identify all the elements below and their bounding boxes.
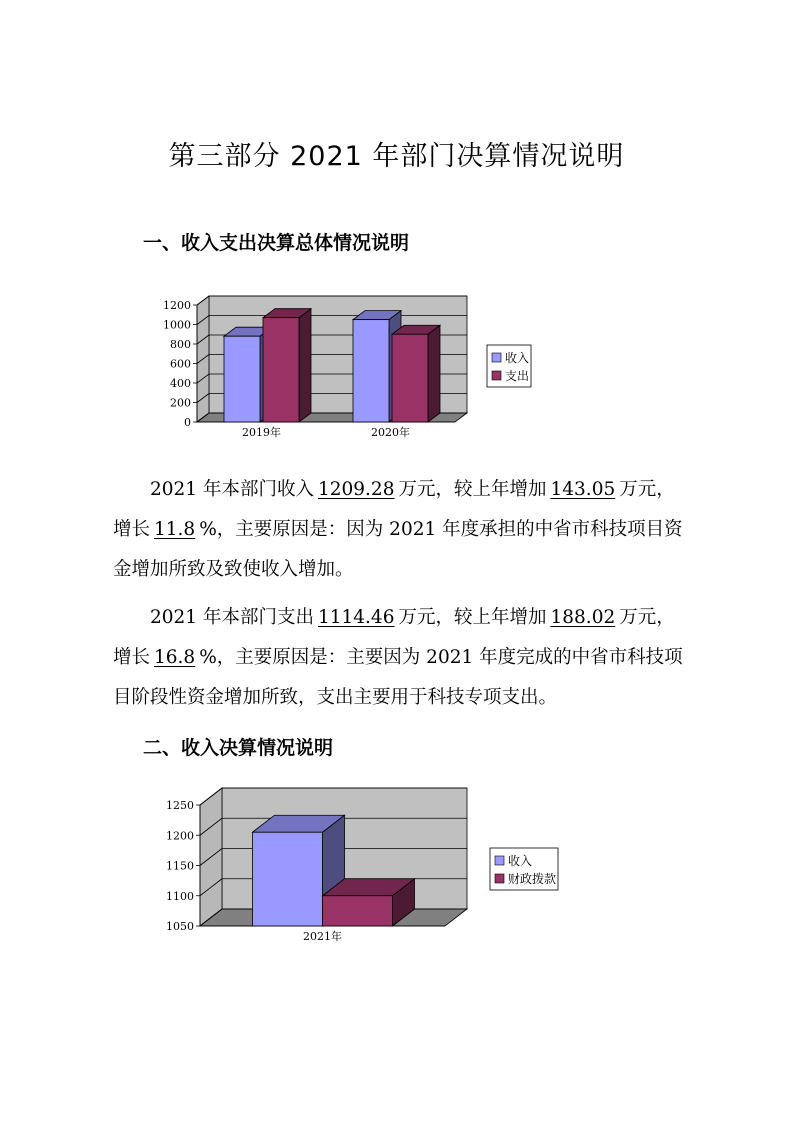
- x-tick-label: 2019年: [242, 426, 281, 439]
- bar-side: [299, 309, 311, 422]
- expense-value: 1114.46: [317, 607, 395, 628]
- expense-increase: 188.02: [550, 607, 616, 628]
- bar-收入-2020年: [353, 320, 389, 422]
- page-title: 第三部分 2021 年部门决算情况说明: [168, 141, 625, 172]
- paragraph-income: 2021 年本部门收入 1209.28 万元，较上年增加 143.05 万元，增长 11.8 %，主要原因是：因为 2021 年度承担的中省市科技项目资金增加所致及致使收入增加。: [113, 479, 683, 580]
- legend-swatch: [495, 856, 504, 865]
- bar-支出-2019年: [263, 318, 299, 422]
- y-tick-label: 1000: [163, 318, 191, 332]
- y-tick-label: 1100: [166, 889, 194, 903]
- bar-收入-2019年: [224, 336, 260, 422]
- legend-swatch: [492, 353, 501, 362]
- paragraph-expense: 2021 年本部门支出 1114.46 万元，较上年增加 188.02 万元，增长 16.8 %，主要原因是：主要因为 2021 年度完成的中省市科技项目阶段性资金增加所致，支出主要用于科技专项支出。: [113, 607, 683, 708]
- income-value: 1209.28: [317, 479, 395, 500]
- income-expense-chart: [160, 275, 540, 445]
- y-tick-label: 400: [170, 377, 191, 390]
- section-heading-1: 一、收入支出决算总体情况说明: [143, 232, 410, 254]
- legend-label: 支出: [505, 369, 530, 383]
- legend-swatch: [495, 874, 504, 883]
- bar-财政拨款-2021年: [323, 896, 393, 926]
- legend-label: 收入: [508, 854, 533, 868]
- bar-side: [428, 325, 440, 422]
- y-tick-label: 1150: [166, 859, 194, 873]
- income-increase: 143.05: [550, 479, 616, 500]
- y-tick-label: 0: [184, 416, 191, 429]
- y-tick-label: 1050: [166, 920, 194, 933]
- legend-label: 收入: [505, 351, 530, 365]
- bar-支出-2020年: [392, 334, 428, 422]
- legend-swatch: [492, 371, 501, 380]
- y-tick-label: 1250: [166, 799, 194, 812]
- y-tick-label: 1200: [163, 299, 191, 312]
- expense-growth: 16.8: [154, 647, 196, 668]
- y-tick-label: 800: [170, 338, 191, 351]
- y-tick-label: 200: [170, 396, 191, 410]
- y-tick-label: 600: [170, 357, 191, 371]
- income-growth: 11.8: [154, 519, 196, 540]
- x-tick-label: 2021年: [303, 930, 342, 943]
- x-tick-label: 2020年: [371, 426, 410, 439]
- section-heading-2: 二、收入决算情况说明: [143, 737, 334, 759]
- bar-收入-2021年: [253, 832, 323, 926]
- y-tick-label: 1200: [166, 829, 194, 843]
- legend-label: 财政拨款: [508, 872, 557, 886]
- income-2021-chart: [160, 780, 580, 950]
